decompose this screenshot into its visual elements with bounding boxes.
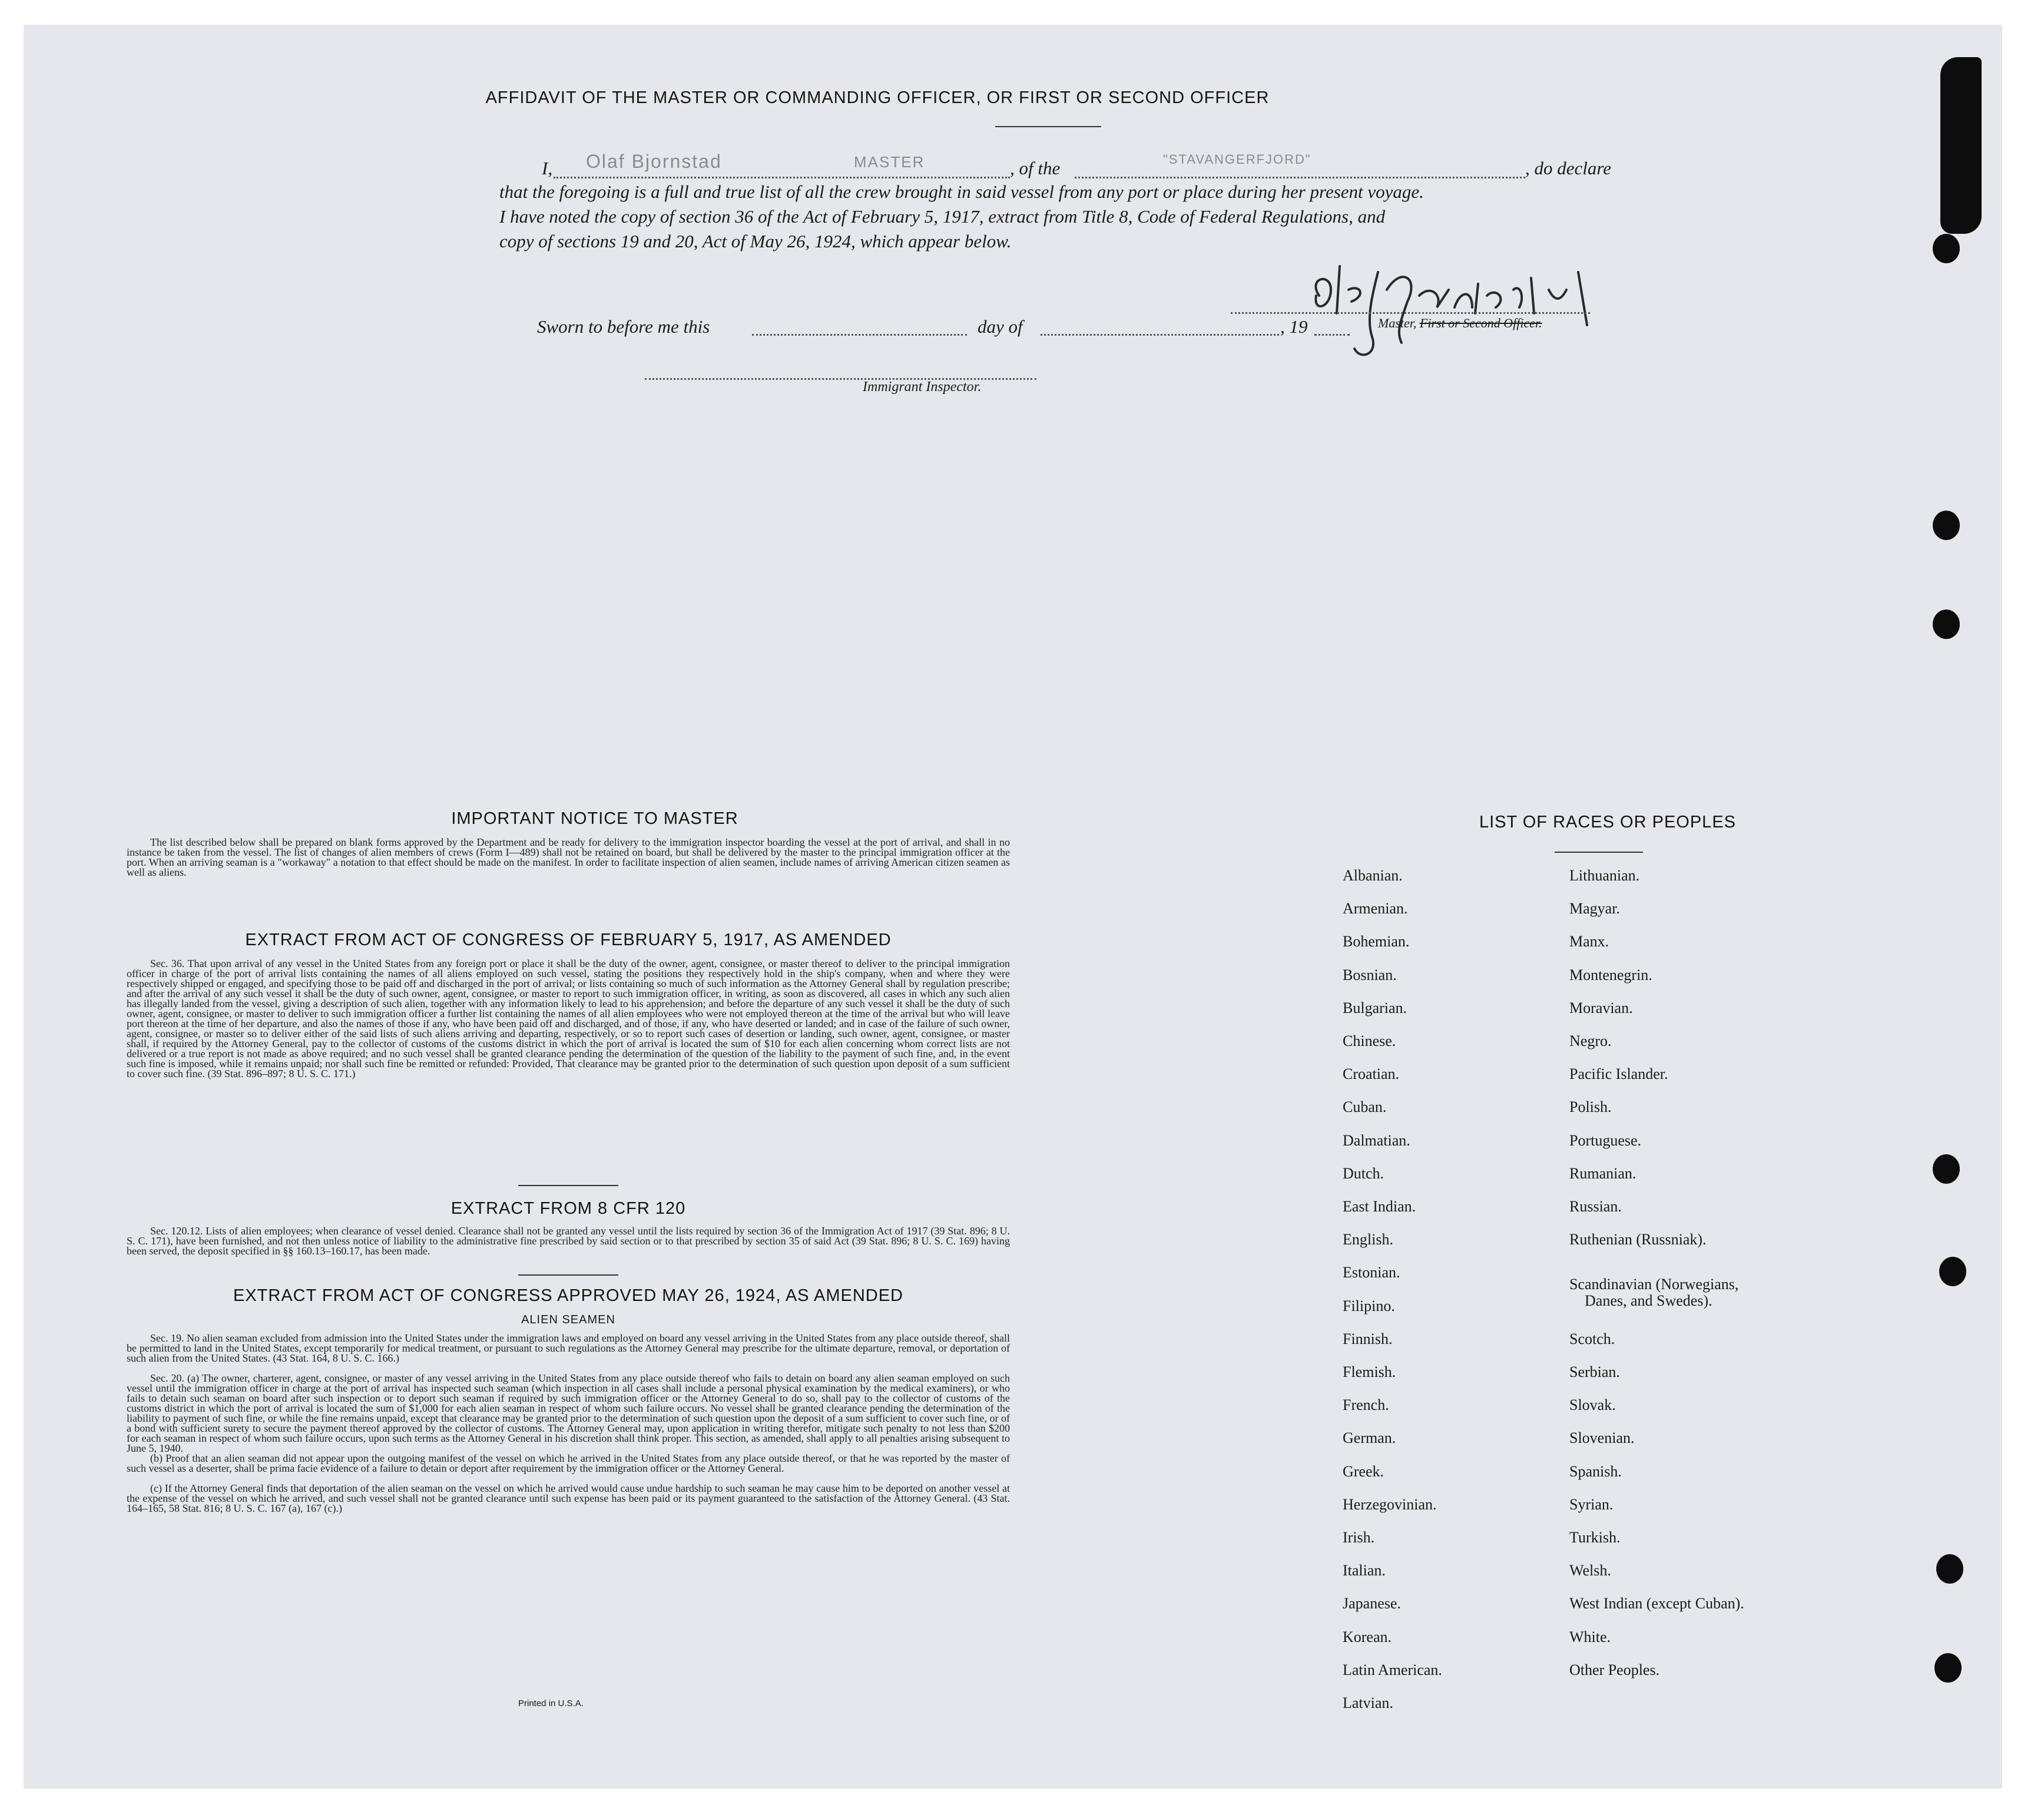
race-item: Montenegrin. bbox=[1569, 966, 1652, 984]
race-item: Russian. bbox=[1569, 1198, 1622, 1215]
extract-cfr-body: Sec. 120.12. Lists of alien employees; when clearance of vessel denied. Clearance shall not be granted any vessel until the lists required by section 36 of the Immigration Act of 1917 (39 Stat. 896; 8 U. S. C. 171), have been furnished, and not then unless notice of liability to the administrative fine prescribed by said section or to that prescribed by section 35 of said Act (39 Stat. 896; 8 U. S. C. 169) having been served, the deposit specified in §§ 160.13–160.17, has been made. bbox=[127, 1225, 1010, 1257]
extract-1924-sec19: Sec. 19. No alien seaman excluded from admission into the United States under the immigration laws and employed on board any vessel arriving in the United States from any place outside thereof, shall be permitted to land in the United States, except temporarily for medical treatment, or pursuant to such regulations as the Attorney General may prescribe for the ultimate departure, removal, or deportation of such alien from the United States. (43 Stat. 164, 8 U. S. C. 166.) bbox=[127, 1332, 1010, 1364]
extract-1924-title: EXTRACT FROM ACT OF CONGRESS APPROVED MAY 26, 1924, AS AMENDED bbox=[233, 1286, 903, 1305]
race-item: Italian. bbox=[1343, 1562, 1386, 1579]
punch-hole bbox=[1933, 511, 1960, 540]
race-item: Pacific Islander. bbox=[1569, 1065, 1668, 1082]
race-item: Spanish. bbox=[1569, 1463, 1622, 1480]
race-item: Moravian. bbox=[1569, 999, 1633, 1016]
race-item: Ruthenian (Russniak). bbox=[1569, 1231, 1707, 1248]
declaration-line-4: copy of sections 19 and 20, Act of May 26, 1924, which appear below. bbox=[499, 231, 1012, 251]
struck-officer-label: First or Second Officer. bbox=[1419, 316, 1542, 330]
extract-1924-sec20a: Sec. 20. (a) The owner, charterer, agent, consignee, or master of any vessel arriving in the United States from any place outside thereof who fails to detain on board any alien seaman employed on such vessel until the immigration officer in charge at the port of arrival has inspected such seaman (which inspection in all cases shall include a personal physical examination by the medical examiners), or who fails to detain such seaman on board after such inspection or to deport such seaman if required by such immigration officer or the Attorney General to do so, shall pay to the collector of customs of the customs district in which the port of arrival is located the sum of $1,000 for each alien seaman in respect of whom such failure occurs. No vessel shall be granted clearance pending the determination of the liability to payment of such fine, or while the fine remains unpaid, except that clearance may be granted prior to the determination of such question upon the deposit of a sum sufficient to cover such fine, or of a bond with sufficient surety to secure the payment thereof approved by the collector of customs. The Attorney General may, upon application in writing therefor, mitigate such penalty to not less than $200 for each seaman in respect of whom such failure occurs, upon such terms as the Attorney General in his discretion shall think proper. This section, as amended, shall apply to all penalties arising subsequent to June 5, 1940. bbox=[127, 1372, 1010, 1454]
master-label: Master, bbox=[1378, 316, 1417, 330]
do-declare-text: , do declare bbox=[1525, 158, 1612, 178]
notice-body: The list described below shall be prepared on blank forms approved by the Department and be ready for delivery to the immigration inspector boarding the vessel at the port of arrival, and shall in no instance be taken from the vessel. The list of changes of alien members of crews (Form I—489) shall not be retained on board, but shall be delivered by the master to the principal immigration officer at the port. When an arriving seaman is a "workaway" a notation to that effect should be made on the manifest. In order to facilitate inspection of alien seamen, include names of arriving American citizen seamen as well as aliens. bbox=[127, 836, 1010, 878]
section-rule bbox=[518, 1274, 618, 1276]
declaration-line-3: I have noted the copy of section 36 of the Act of February 5, 1917, extract from Title 8, Code of Federal Regulations, and bbox=[499, 206, 1386, 227]
declaration-line-1 bbox=[542, 151, 1619, 184]
alien-seamen-subtitle: ALIEN SEAMEN bbox=[521, 1313, 615, 1326]
race-item: Welsh. bbox=[1569, 1562, 1611, 1579]
race-item: Estonian. bbox=[1343, 1264, 1400, 1281]
race-item: German. bbox=[1343, 1429, 1396, 1446]
sworn-prefix: Sworn to before me this bbox=[537, 316, 710, 337]
race-item: Negro. bbox=[1569, 1032, 1612, 1049]
signature-caption bbox=[1378, 316, 1542, 331]
race-item: Finnish. bbox=[1343, 1330, 1393, 1347]
torn-edge bbox=[1940, 57, 1982, 234]
race-item: West Indian (except Cuban). bbox=[1569, 1595, 1744, 1612]
signature-line bbox=[1231, 312, 1590, 314]
of-the-text: , of the bbox=[1010, 158, 1061, 178]
race-item: Lithuanian. bbox=[1569, 867, 1640, 884]
race-item: Magyar. bbox=[1569, 900, 1620, 917]
race-item: Filipino. bbox=[1343, 1297, 1395, 1314]
race-item: Latin American. bbox=[1343, 1661, 1442, 1678]
race-item: Rumanian. bbox=[1569, 1165, 1636, 1182]
race-item: Danes, and Swedes). bbox=[1585, 1292, 1712, 1309]
races-left-column bbox=[1343, 867, 1555, 1739]
race-item: Chinese. bbox=[1343, 1032, 1396, 1049]
affidavit-title: AFFIDAVIT OF THE MASTER OR COMMANDING OFFICER, OR FIRST OR SECOND OFFICER bbox=[485, 88, 1270, 107]
race-item: Croatian. bbox=[1343, 1065, 1400, 1082]
race-item: Other Peoples. bbox=[1569, 1661, 1660, 1678]
race-item: French. bbox=[1343, 1396, 1389, 1413]
race-item: Greek. bbox=[1343, 1463, 1384, 1480]
form-page bbox=[24, 25, 2002, 1789]
punch-hole bbox=[1939, 1257, 1966, 1286]
section-rule bbox=[518, 1185, 618, 1186]
race-item: Irish. bbox=[1343, 1529, 1375, 1546]
title-rule bbox=[995, 126, 1101, 127]
race-item: Armenian. bbox=[1343, 900, 1408, 917]
races-right-column bbox=[1569, 867, 1923, 1739]
sworn-month-line bbox=[1041, 334, 1279, 336]
declaration-line-2: that the foregoing is a full and true list of all the crew brought in said vessel from any port or place during her present voyage. bbox=[499, 181, 1424, 202]
sworn-line bbox=[537, 316, 1361, 340]
printed-in-usa: Printed in U.S.A. bbox=[518, 1698, 584, 1708]
race-item: Slovak. bbox=[1569, 1396, 1616, 1413]
race-item: Manx. bbox=[1569, 933, 1609, 950]
day-of-text: day of bbox=[978, 316, 1023, 337]
races-title-rule bbox=[1555, 852, 1643, 853]
extract-1924-sec20c: (c) If the Attorney General finds that deportation of the alien seaman on the vessel on which he arrived would cause undue hardship to such seaman he may cause him to be deported on another vessel at the expense of the vessel on which he arrived, and such vessel shall not be granted clearance until such expense has been paid or its payment guaranteed to the satisfaction of the Attorney General. (43 Stat. 164–165, 58 Stat. 816; 8 U. S. C. 167 (a), 167 (c).) bbox=[127, 1482, 1010, 1514]
punch-hole bbox=[1933, 610, 1960, 639]
vessel-name-value: "STAVANGERFJORD" bbox=[1163, 152, 1311, 167]
race-item: Dutch. bbox=[1343, 1165, 1384, 1182]
race-item: Japanese. bbox=[1343, 1595, 1401, 1612]
race-item: Korean. bbox=[1343, 1628, 1392, 1645]
race-item: Syrian. bbox=[1569, 1496, 1614, 1513]
race-item: Scandinavian (Norwegians, bbox=[1569, 1276, 1739, 1293]
punch-hole bbox=[1936, 1554, 1963, 1584]
race-item: English. bbox=[1343, 1231, 1393, 1248]
master-name-value: Olaf Bjornstad bbox=[586, 151, 722, 172]
punch-hole bbox=[1933, 1154, 1960, 1184]
notice-title: IMPORTANT NOTICE TO MASTER bbox=[451, 809, 738, 828]
race-item: Flemish. bbox=[1343, 1363, 1396, 1380]
extract-cfr-title: EXTRACT FROM 8 CFR 120 bbox=[450, 1199, 686, 1218]
declaration-prefix: I, bbox=[542, 158, 553, 178]
extract-1917-body: Sec. 36. That upon arrival of any vessel in the United States from any foreign port or place it shall be the duty of the owner, agent, consignee, or master thereof to deliver to the principal immigration officer in charge of the port of arrival lists containing the names of all aliens employed on such vessel, stating the positions they respectively hold in the ship's company, when and where they were respectively shipped or engaged, and specifying those to be paid off and discharged in the port of arrival; or lists containing so much of such information as the Attorney General shall by regulation prescribe; and after the arrival of any such vessel it shall be the duty of such owner, agent, consignee, or master to report to such immigration officer, in writing, as soon as discovered, all cases in which any such alien has illegally landed from the vessel, giving a description of such alien, together with any information likely to lead to his apprehension; and before the departure of any such vessel it shall be the duty of such owner, agent, consignee, or master to deliver to such immigration officer a further list containing the names of all alien employees who were not employed thereon at the time of the arrival but who will leave port thereon at the time of her departure, and also the names of those if any, who have been paid off and discharged, and of those, if any, who have deserted or landed; and in case of the failure of such owner, agent, consignee, or master so to deliver either of the said lists of such aliens arriving and departing, respectively, or so to report such cases of desertion or landing, such owner, agent, consignee, or master shall, if required by the Attorney General, pay to the collector of customs of the customs district in which the port of arrival is located the sum of $10 for each alien concerning whom correct lists are not delivered or a true report is not made as above required; and no such vessel shall be granted clearance pending the determination of the question of the liability to the payment of such fine, and, in the event such fine is imposed, while it remains unpaid; nor shall such fine be remitted or refunded: Provided, That clearance may be granted prior to the determination of such question upon deposit of a sum sufficient to cover such fine. (39 Stat. 896–897; 8 U. S. C. 171.) bbox=[127, 958, 1010, 1080]
race-item: Polish. bbox=[1569, 1098, 1612, 1115]
race-item: Bulgarian. bbox=[1343, 999, 1407, 1016]
sworn-year-line bbox=[1314, 334, 1350, 336]
punch-hole bbox=[1933, 234, 1960, 263]
race-item: Turkish. bbox=[1569, 1529, 1621, 1546]
race-item: East Indian. bbox=[1343, 1198, 1416, 1215]
race-item: Serbian. bbox=[1569, 1363, 1620, 1380]
inspector-label: Immigrant Inspector. bbox=[863, 379, 982, 395]
race-item: Herzegovinian. bbox=[1343, 1496, 1437, 1513]
rank-value: MASTER bbox=[854, 153, 925, 171]
race-item: Scotch. bbox=[1569, 1330, 1615, 1347]
race-item: Bosnian. bbox=[1343, 966, 1397, 984]
year-prefix: , 19 bbox=[1280, 316, 1308, 337]
races-title: LIST OF RACES OR PEOPLES bbox=[1479, 813, 1737, 832]
extract-1917-title: EXTRACT FROM ACT OF CONGRESS OF FEBRUARY 5, 1917, AS AMENDED bbox=[245, 931, 892, 949]
race-item: White. bbox=[1569, 1628, 1611, 1645]
race-item: Albanian. bbox=[1343, 867, 1403, 884]
punch-hole bbox=[1934, 1653, 1962, 1683]
race-item: Latvian. bbox=[1343, 1694, 1393, 1711]
race-item: Cuban. bbox=[1343, 1098, 1387, 1115]
sworn-day-line bbox=[752, 334, 967, 336]
name-field-line bbox=[554, 177, 1010, 178]
extract-1924-sec20b: (b) Proof that an alien seaman did not appear upon the outgoing manifest of the vessel on which he arrived in the United States from any place outside thereof, or that he was reported by the master of such vessel as a deserter, shall be prima facie evidence of a failure to detain or deport after requirement by the immigration officer or the Attorney General. bbox=[127, 1452, 1010, 1474]
vessel-field-line bbox=[1075, 177, 1525, 178]
race-item: Slovenian. bbox=[1569, 1429, 1635, 1446]
race-item: Portuguese. bbox=[1569, 1132, 1642, 1149]
race-item: Dalmatian. bbox=[1343, 1132, 1410, 1149]
race-item: Bohemian. bbox=[1343, 933, 1410, 950]
